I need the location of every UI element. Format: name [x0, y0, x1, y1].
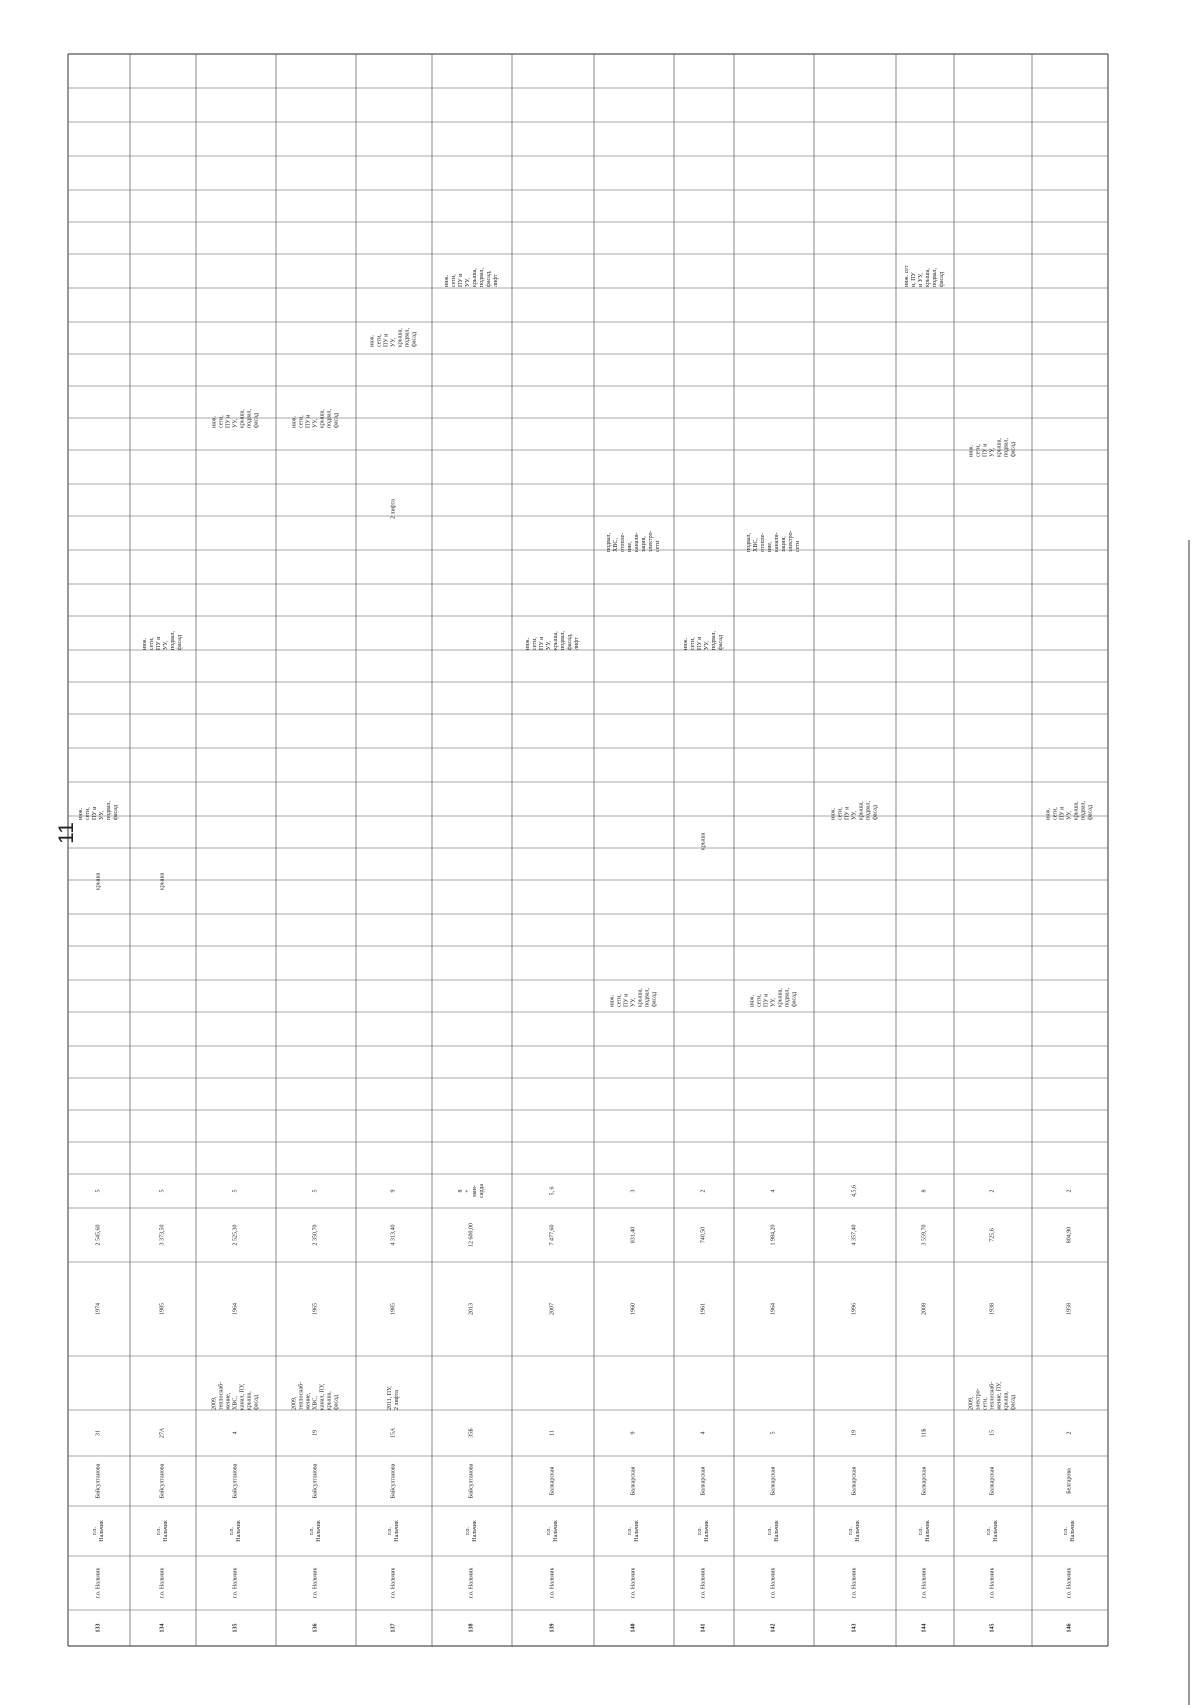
row-number: 142	[770, 1623, 777, 1633]
build-year-cell: 2007	[549, 1303, 556, 1315]
area-cell: 12 600,00	[468, 1223, 475, 1247]
row-number: 139	[549, 1623, 556, 1633]
settlement-cell: г.о. Нальчик	[92, 1520, 105, 1542]
settlement-cell: г.о. Нальчик	[465, 1520, 478, 1542]
repair-works-cell: инж. сет и, ПУ и УУ, крыша, подвал, фасад	[904, 265, 945, 287]
build-year-cell: 1985	[390, 1303, 397, 1315]
street-cell: Байсултанова	[95, 1463, 102, 1499]
repair-works-cell: инж. сети, ПУ и УУ, крыша, подвал, фасад	[291, 408, 340, 428]
street-cell: Байсултанова	[390, 1463, 397, 1499]
row-number: 144	[921, 1623, 928, 1633]
floors-cell: 5	[312, 1189, 319, 1193]
house-number-cell: 11Б	[921, 1428, 928, 1438]
repair-works-cell: крыша	[159, 872, 166, 890]
settlement-cell: г.о. Нальчик	[848, 1520, 861, 1542]
repair-works-cell: инж. сети, ПУ и УУ, подвал, фасад	[142, 630, 183, 650]
street-cell: Байсултанова	[232, 1463, 239, 1499]
street-cell: Белгарова	[1066, 1468, 1073, 1494]
street-cell: Балкарская	[851, 1466, 858, 1496]
municipality-cell: г.о. Нальчик	[921, 1567, 928, 1599]
build-year-cell: 1958	[1066, 1303, 1073, 1315]
repair-works-cell: инж. сети, ПУ и УУ, крыша, подвал, фасад	[1045, 800, 1094, 820]
floors-cell: 4	[770, 1189, 777, 1193]
previous-repair-cell: 2009, теплоснаб- жение, ХВС, канал, ПУ, крыша, фасад	[291, 1381, 340, 1410]
municipality-cell: г.о. Нальчик	[468, 1567, 475, 1599]
scan-edge	[1188, 540, 1190, 1705]
floors-cell: 2	[989, 1189, 996, 1193]
repair-works-cell: инж. сети, ПУ и УУ, крыша, подвал, фасад	[211, 408, 260, 428]
row-number: 146	[1066, 1623, 1073, 1633]
row-number: 143	[851, 1623, 858, 1633]
area-cell: 3 559,70	[921, 1224, 928, 1246]
row-number: 138	[468, 1623, 475, 1633]
municipality-cell: г.о. Нальчик	[1066, 1567, 1073, 1599]
row-number: 136	[312, 1623, 319, 1633]
street-cell: Байсултанова	[468, 1463, 475, 1499]
municipality-cell: г.о. Нальчик	[159, 1567, 166, 1599]
floors-cell: 5	[159, 1189, 166, 1193]
area-cell: 7 477,60	[549, 1224, 556, 1246]
street-cell: Байсултанова	[312, 1463, 319, 1499]
build-year-cell: 1985	[159, 1303, 166, 1315]
street-cell: Балкарская	[630, 1466, 637, 1496]
house-number-cell: 19	[851, 1430, 858, 1436]
house-number-cell: 4	[232, 1431, 239, 1435]
repair-works-cell: крыша	[700, 832, 707, 850]
repair-works-cell: инж. сети, ПУ и УУ, подвал, фасад	[683, 630, 724, 650]
build-year-cell: 1961	[700, 1303, 707, 1315]
house-number-cell: 19	[312, 1430, 319, 1436]
floors-cell: 9	[390, 1189, 397, 1193]
area-cell: 2 525,30	[232, 1224, 239, 1246]
repair-works-cell: инж. сети, ПУ и УУ, крыша, подвал, фасад, лифт	[525, 630, 580, 650]
house-number-cell: 4	[700, 1431, 707, 1435]
municipality-cell: г.о. Нальчик	[700, 1567, 707, 1599]
floors-cell: 8	[921, 1189, 928, 1193]
repair-works-cell: инж. сети, ПУ и УУ, крыша, подвал, фасад	[369, 327, 418, 347]
row-number: 145	[989, 1623, 996, 1633]
area-cell: 4 357,40	[851, 1224, 858, 1246]
house-number-cell: 15А	[390, 1427, 397, 1439]
row-number: 140	[630, 1623, 637, 1633]
floors-cell: 2	[1066, 1189, 1073, 1193]
house-number-cell: 15	[989, 1430, 996, 1436]
repair-works-cell: инж. сети, ПУ и УУ, крыша, подвал, фасад	[609, 987, 658, 1007]
page-number: 11	[55, 822, 78, 844]
municipality-cell: г.о. Нальчик	[630, 1567, 637, 1599]
municipality-cell: г.о. Нальчик	[312, 1567, 319, 1599]
build-year-cell: 1960	[630, 1303, 637, 1315]
street-cell: Балкарская	[549, 1466, 556, 1496]
settlement-cell: г.о. Нальчик	[309, 1520, 322, 1542]
municipality-cell: г.о. Нальчик	[232, 1567, 239, 1599]
build-year-cell: 1964	[232, 1303, 239, 1315]
build-year-cell: 1938	[989, 1303, 996, 1315]
settlement-cell: г.о. Нальчик	[546, 1520, 559, 1542]
previous-repair-cell: 2009, теплоснаб- жение, ХВС, канал, ПУ, крыша, фасад	[211, 1381, 260, 1410]
area-cell: 3 373,50	[159, 1224, 166, 1246]
municipality-cell: г.о. Нальчик	[770, 1567, 777, 1599]
previous-repair-cell: 2011, ПУ, 2 лифта	[387, 1386, 400, 1410]
municipality-cell: г.о. Нальчик	[851, 1567, 858, 1599]
repair-works-cell: подвал, ХВС, отопле- ние, канали- зация, электро- сети	[606, 530, 661, 552]
municipality-cell: г.о. Нальчик	[549, 1567, 556, 1599]
repair-works-cell: инж. сети, ПУ и УУ, крыша, подвал, фасад	[749, 987, 798, 1007]
street-cell: Байсултанова	[159, 1463, 166, 1499]
area-cell: 740,50	[700, 1226, 707, 1244]
street-cell: Балкарская	[921, 1466, 928, 1496]
row-number: 141	[700, 1623, 707, 1633]
house-number-cell: 11	[549, 1430, 556, 1436]
settlement-cell: г.о. Нальчик	[918, 1520, 931, 1542]
street-cell: Балкарская	[989, 1466, 996, 1496]
area-cell: 725,6	[989, 1228, 996, 1242]
floors-cell: 8 + ман- сарда	[458, 1183, 485, 1199]
settlement-cell: г.о. Нальчик	[627, 1520, 640, 1542]
settlement-cell: г.о. Нальчик	[767, 1520, 780, 1542]
repair-works-cell: 2 лифта	[390, 499, 397, 519]
row-number: 133	[95, 1623, 102, 1633]
house-number-cell: 31	[95, 1430, 102, 1436]
settlement-cell: г.о. Нальчик	[697, 1520, 710, 1542]
build-year-cell: 1974	[95, 1303, 102, 1315]
area-cell: 831,40	[630, 1226, 637, 1244]
repair-works-cell: подвал, ХВС, отопле- ние, канали- зация, электро- сети	[746, 530, 801, 552]
area-cell: 804,90	[1066, 1226, 1073, 1244]
floors-cell: 3	[630, 1189, 637, 1193]
house-number-cell: 9	[630, 1431, 637, 1435]
floors-cell: 5	[95, 1189, 102, 1193]
floors-cell: 5, 6	[549, 1186, 556, 1196]
settlement-cell: г.о. Нальчик	[387, 1520, 400, 1542]
build-year-cell: 2013	[468, 1303, 475, 1315]
row-number: 134	[159, 1623, 166, 1633]
area-cell: 1 984,20	[770, 1224, 777, 1246]
municipality-cell: г.о. Нальчик	[390, 1567, 397, 1599]
municipality-cell: г.о. Нальчик	[95, 1567, 102, 1599]
house-number-cell: 35Б	[468, 1428, 475, 1438]
build-year-cell: 1965	[312, 1303, 319, 1315]
area-cell: 4 313,40	[390, 1224, 397, 1246]
previous-repair-cell: 2009, электро- сети, теплоснаб- жение, ПУ, крыша, фасад	[968, 1381, 1017, 1410]
repair-works-cell: крыша	[95, 872, 102, 890]
build-year-cell: 1996	[851, 1303, 858, 1315]
settlement-cell: г.о. Нальчик	[156, 1520, 169, 1542]
settlement-cell: г.о. Нальчик	[229, 1520, 242, 1542]
house-number-cell: 2	[1066, 1431, 1073, 1435]
build-year-cell: 2008	[921, 1303, 928, 1315]
floors-cell: 5	[232, 1189, 239, 1193]
repair-works-cell: инж. сети, ПУ и УУ, крыша, подвал, фасад	[830, 800, 879, 820]
floors-cell: 4,5,6	[851, 1185, 858, 1197]
area-cell: 2 350,70	[312, 1224, 319, 1246]
repair-works-cell: инж. сети, ПУ и УУ, крыша, подвал, фасад	[968, 437, 1017, 457]
street-cell: Балкарская	[700, 1466, 707, 1496]
floors-cell: 2	[700, 1189, 707, 1193]
row-number: 135	[232, 1623, 239, 1633]
municipality-cell: г.о. Нальчик	[989, 1567, 996, 1599]
repair-works-cell: инж. сети, ПУ и УУ, подвал, фасад	[78, 800, 119, 820]
build-year-cell: 1964	[770, 1303, 777, 1315]
repair-works-cell: инж. сети, ПУ и УУ, крыша, подвал, фасад, лифт	[444, 267, 499, 287]
house-number-cell: 5	[770, 1431, 777, 1435]
row-number: 137	[390, 1623, 397, 1633]
street-cell: Балкарская	[770, 1466, 777, 1496]
house-number-cell: 27А	[159, 1427, 166, 1439]
area-cell: 2 545,60	[95, 1224, 102, 1246]
settlement-cell: г.о. Нальчик	[1063, 1520, 1076, 1542]
settlement-cell: г.о. Нальчик	[986, 1520, 999, 1542]
